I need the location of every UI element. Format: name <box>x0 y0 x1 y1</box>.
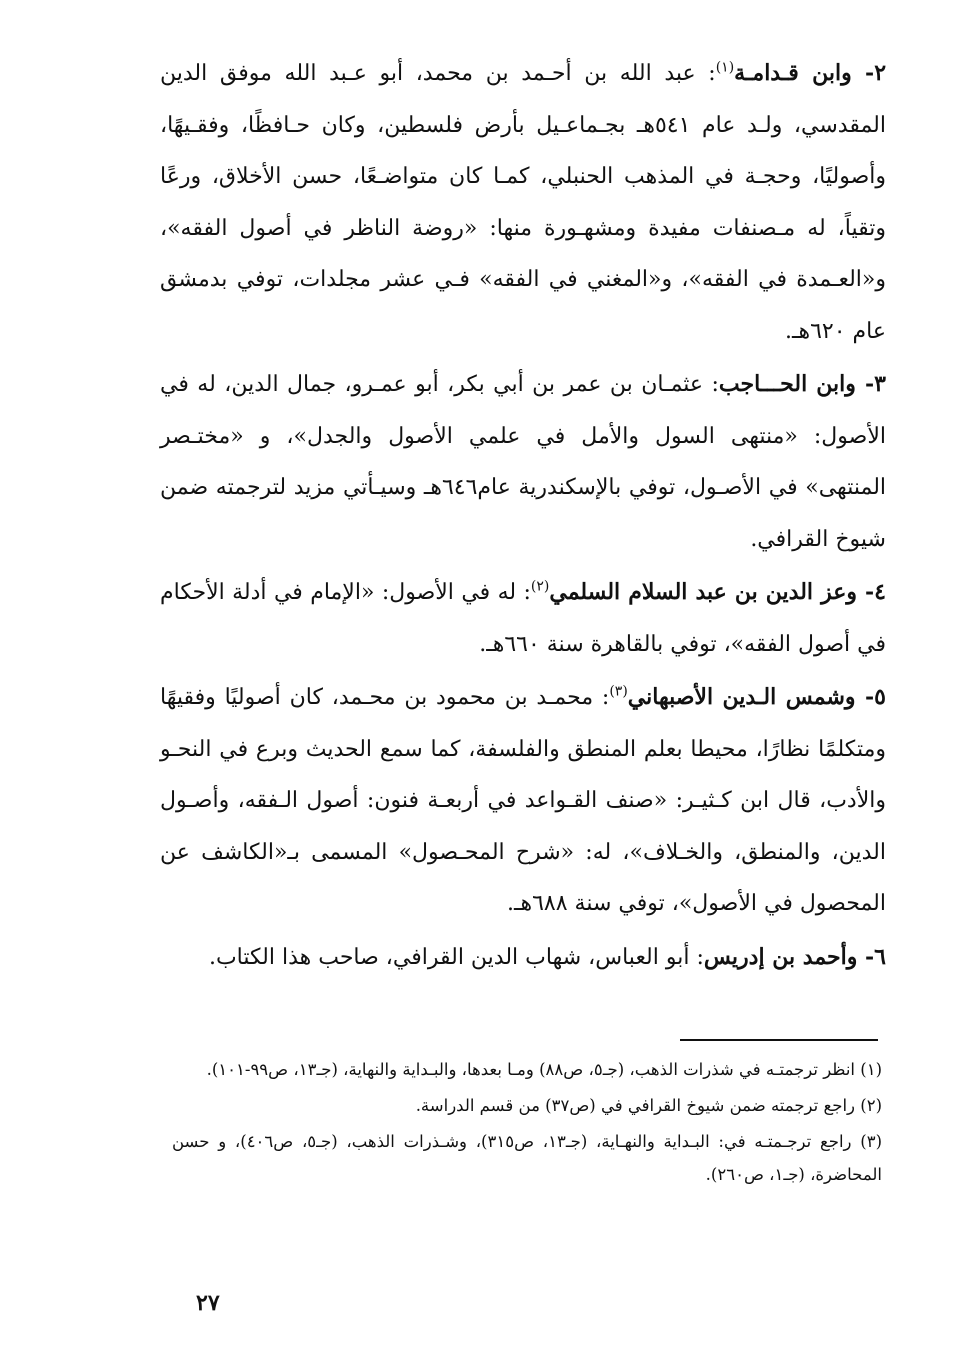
paragraph-ahmad-ibn-idris <box>160 932 886 984</box>
paragraph-lead: ٦- وأحمد بن إدريس <box>703 943 886 970</box>
footnote-marker: (٢) <box>530 578 550 595</box>
footnote-3: (٣) راجع ترجـمتـه في: البـداية والنهـاية، (جـ١٣، ص٣١٥)، وشـذرات الذهب، (جـ٥، ص٤٠٦)، و حسن المحاضرة، (جـ١، ص٢٦٠). <box>172 1132 883 1184</box>
paragraph-ibn-al-hajib <box>160 359 886 565</box>
page-number: ٢٧ <box>196 1290 220 1316</box>
paragraph-lead: ٥- وشمس الـدين الأصبهاني <box>627 684 886 710</box>
main-text <box>160 48 886 985</box>
paragraph-ibn-qudama <box>160 48 886 357</box>
footnote-divider <box>680 1039 878 1041</box>
footnote-1: (١) انظر ترجمتـه في شذرات الذهب، (جـ٥، ص٨٨) ومـا بعدها، والبـداية والنهاية، (جـ١٣، ص٩٩-١٠١). <box>206 1060 882 1079</box>
paragraph-izz-al-din <box>160 567 886 670</box>
footnotes <box>172 1053 882 1194</box>
paragraph-body: : عثمـان بن عمر بن أبي بكر، أبو عمـرو، جمال الدين، له في الأصول: «منتهى السول والأمل في علمي الأصول والجدل»، و «مختـصر المنتهى» في الأصـول، توفي بالإسكندرية عام٦٤٦هـ وسيـأتي مزيد لترجمته ضمن شيوخ القرافي. <box>160 372 887 552</box>
paragraph-body: : له في الأصول: «الإمام في أدلة الأحكام في أصول الفقه»، توفي بالقاهرة سنة ٦٦٠هـ. <box>160 580 886 657</box>
paragraph-body: : محمـد بن محمود بن محـمد، كان أصوليًا وفقيهًا ومتكلمًا نظارًا، محيطا بعلم المنطق والفلسفة، كما سمع الحديث وبرع في النحـو والأدب، قال ابن كـثيـر: «صنف القـواعد في أربعـة فنون: أصول الـفقه، وأصـول الدين، والمنطق، والخـلاف»، له: «شرح المحـصول» المسمى بـ«الكاشف عن المحصول في الأصول»، توفي سنة ٦٨٨هـ. <box>160 685 886 916</box>
paragraph-body: : عبد الله بن أحـمد بن محمد، أبو عـبد الله موفق الدين المقدسي، ولـد عام ٥٤١هـ بجـماعـيل بأرض فلسطين، وكان حـافظًا، وفقـيهًا، وأصوليًا، وحجـة في المذهب الحنبلي، كمـا كان متواضـعًا، حسن الأخلاق، ورعًا وتقياً، له مـصنفات مفيدة ومشهـورة منها: «روضة الناظر في أصول الفقه»، و«العـمدة في الفقه»، و«المغني في الفقه» فـي عشر مجلدات، توفي بدمشق عام ٦٢٠هـ. <box>160 61 886 344</box>
paragraph-lead: ٣- وابن الحـــاجب <box>718 371 886 397</box>
paragraph-lead: ٢- وابن قـدامـة <box>734 60 887 86</box>
paragraph-shams-al-din <box>160 672 886 930</box>
paragraph-body: : أبو العباس، شهاب الدين القرافي، صاحب هذا الكتاب. <box>208 944 704 970</box>
paragraph-lead: ٤- وعز الدين بن عبد السلام السلمي <box>549 579 886 605</box>
footnote-marker: (٣) <box>609 683 628 700</box>
footnote-marker: (١) <box>715 59 735 76</box>
footnote-2: (٢) راجع ترجمته ضمن شيوخ القرافي في (ص٣٧) من قسم الدراسة. <box>415 1096 882 1115</box>
